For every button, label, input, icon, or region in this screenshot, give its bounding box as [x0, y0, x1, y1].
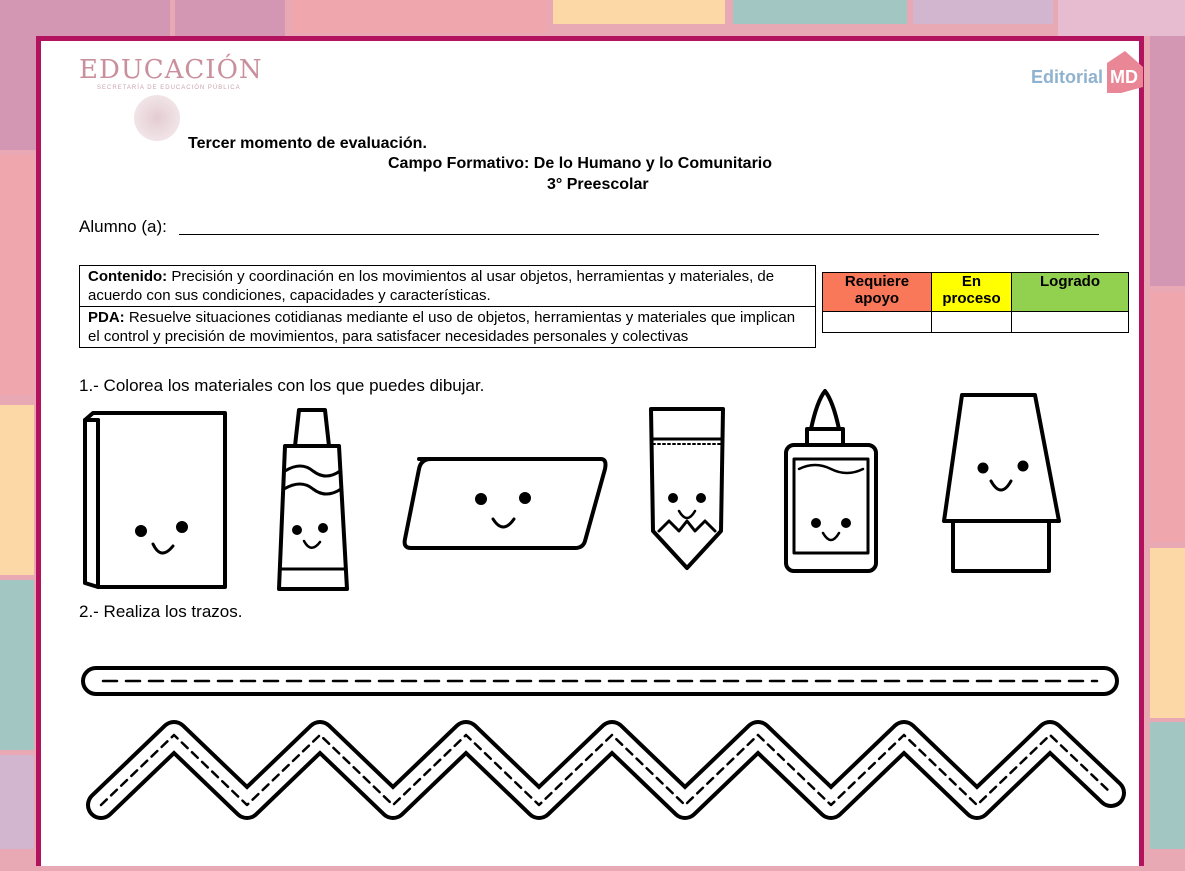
eraser-icon[interactable] — [405, 459, 606, 548]
contenido-text: Precisión y coordinación en los movimientos al usar objetos, herramientas y materiales, de acuerdo con sus condiciones, capacidades y características. — [88, 268, 775, 304]
contenido-label: Contenido: — [88, 268, 168, 285]
zigzag-trace-path[interactable] — [101, 735, 1111, 805]
pda-text: Resuelve situaciones cotidianas mediante el uso de objetos, herramientas y materiales que implican el control y precisión de movimientos, para satisfacer necesidades personales y colectivas — [88, 309, 796, 345]
question-1: 1.- Colorea los materiales con los que puedes dibujar. — [79, 376, 485, 395]
rubric-logrado: Logrado — [1012, 273, 1129, 312]
pencil-icon[interactable] — [651, 409, 723, 568]
rubric-requiere-apoyo: Requiere apoyo — [823, 273, 932, 312]
grade-title: 3° Preescolar — [547, 176, 649, 193]
formative-field-title: Campo Formativo: De lo Humano y lo Comunitario — [388, 155, 773, 172]
sharpener-icon[interactable] — [944, 395, 1059, 571]
education-logo-subtitle: SECRETARÍA DE EDUCACIÓN PÚBLICA — [97, 85, 241, 91]
editorial-md-text: MD — [1110, 67, 1138, 87]
straight-trace-path[interactable] — [83, 668, 1117, 694]
student-label: Alumno (a): — [79, 217, 167, 236]
question-2: 2.- Realiza los trazos. — [79, 602, 243, 621]
glue-bottle-icon[interactable] — [786, 391, 876, 571]
rubric-en-proceso: En proceso — [932, 273, 1012, 312]
editorial-logo-text: Editorial — [1031, 67, 1104, 87]
education-logo-text: EDUCACIÓN — [79, 55, 263, 85]
book-icon[interactable] — [85, 413, 225, 587]
paint-tube-icon[interactable] — [279, 410, 347, 589]
evaluation-title: Tercer momento de evaluación. — [188, 135, 427, 152]
worksheet — [36, 36, 1144, 866]
illustrations-layer — [41, 41, 1149, 871]
pda-label: PDA: — [88, 309, 125, 326]
